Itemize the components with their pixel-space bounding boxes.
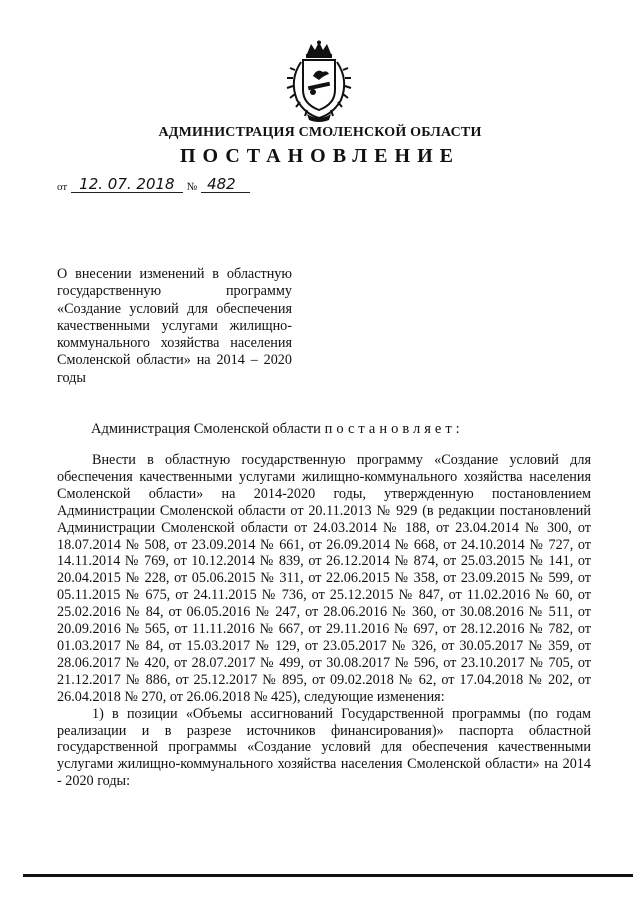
document-subject: О внесении изменений в областную государственную программу «Создание условий для обеспечения качественными услугами жилищно-коммунального хозяйства населения Смоленской области» на 2014 – 2020 годы xyxy=(57,266,292,386)
body-paragraph: 1) в позиции «Объемы ассигнований Государственной программы (по годам реализации и в разрезе источников финансирования)» паспорта областной государственной программы «Создание условий для обеспечения качественными услугами жилищно-коммунального хозяйства населения Смоленской области» на 2014 - 2020 годы: xyxy=(57,705,591,790)
smolensk-coat-of-arms-icon xyxy=(283,40,355,122)
registration-line xyxy=(57,176,250,193)
intro-line xyxy=(91,421,464,438)
handwritten-date: 12. 07. 2018 xyxy=(71,176,182,193)
date-prefix: от xyxy=(57,181,68,193)
intro-lead: Администрация Смоленской области xyxy=(91,421,321,437)
organization-name: АДМИНИСТРАЦИЯ СМОЛЕНСКОЙ ОБЛАСТИ xyxy=(158,125,482,140)
intro-action: постановляет: xyxy=(324,421,464,437)
footer-divider xyxy=(23,874,633,877)
number-prefix: № xyxy=(186,181,198,193)
handwritten-number: 482 xyxy=(201,176,250,193)
document-body xyxy=(57,452,591,790)
body-paragraph: Внести в областную государственную программу «Создание условий для обеспечения качественными услугами жилищно-коммунального хозяйства населения Смоленской области» на 2014-2020 годы, утвержденную постановлением Администрации Смоленской области от 20.11.2013 № 929 (в редакции постановлений Администрации Смоленской области от 24.03.2014 № 188, от 23.04.2014 № 300, от 18.07.2014 № 508, от 23.09.2014 № 661, от 26.09.2014 № 668, от 24.10.2014 № 727, от 14.11.2014 № 769, от 10.12.2014 № 839, от 26.12.2014 № 874, от 25.03.2015 № 141, от 20.04.2015 № 228, от 05.06.2015 № 311, от 22.06.2015 № 358, от 23.09.2015 № 599, от 05.11.2015 № 675, от 24.11.2015 № 736, от 25.12.2015 № 847, от 11.02.2016 № 60, от 25.02.2016 № 84, от 06.05.2016 № 247, от 28.06.2016 № 360, от 30.08.2016 № 511, от 20.09.2016 № 565, от 11.11.2016 № 667, от 29.11.2016 № 697, от 28.12.2016 № 782, от 01.03.2017 № 84, от 15.03.2017 № 129, от 23.05.2017 № 326, от 30.05.2017 № 359, от 28.06.2017 № 420, от 28.07.2017 № 499, от 30.08.2017 № 596, от 23.10.2017 № 705, от 21.12.2017 № 886, от 25.12.2017 № 895, от 09.02.2018 № 62, от 17.04.2018 № 202, от 26.04.2018 № 270, от 26.06.2018 № 425), следующие изменения: xyxy=(57,452,591,705)
document-type-title: ПОСТАНОВЛЕНИЕ xyxy=(180,145,460,167)
